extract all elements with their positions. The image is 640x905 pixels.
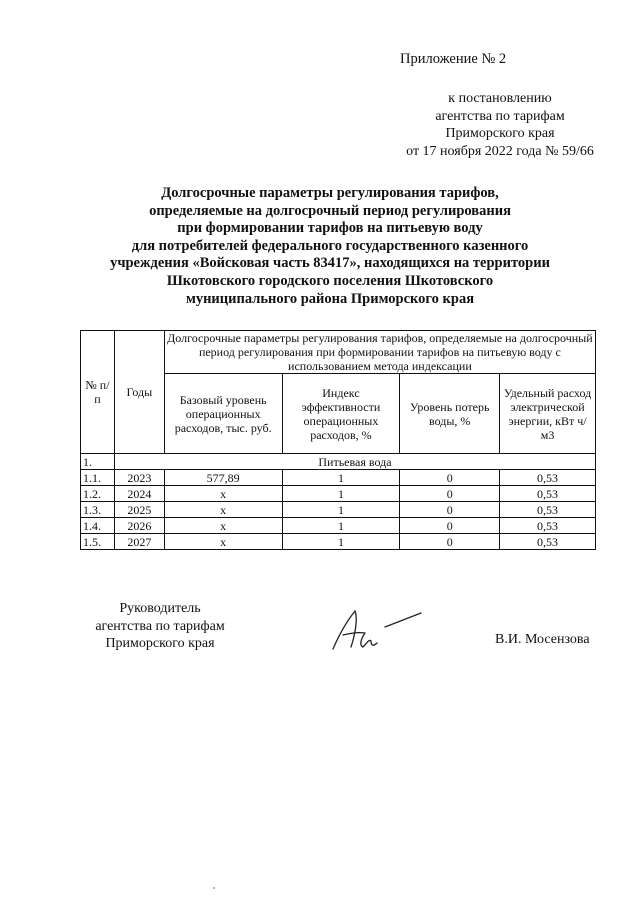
row-efficiency-index: 1 <box>282 486 400 502</box>
header-water-loss: Уровень потерь воды, % <box>400 374 500 454</box>
row-num: 1.4. <box>81 518 115 534</box>
section-label: Питьевая вода <box>114 454 595 470</box>
header-base-cost: Базовый уровень операционных расходов, тыс. руб. <box>164 374 282 454</box>
title-line: учреждения «Войсковая часть 83417», находящихся на территории <box>110 255 550 272</box>
row-efficiency-index: 1 <box>282 470 400 486</box>
row-water-loss: 0 <box>400 486 500 502</box>
header-num: № п/п <box>81 331 115 454</box>
signer-position-line: агентства по тарифам <box>95 618 225 634</box>
title-line: муниципального района Приморского края <box>185 290 475 307</box>
header-group: Долгосрочные параметры регулирования тарифов, определяемые на долгосрочный период регулирования при формировании тарифов на питьевую воду с использованием метода индексации <box>164 331 595 374</box>
row-water-loss: 0 <box>400 502 500 518</box>
document-title <box>70 185 590 308</box>
appendix-reference <box>380 90 620 160</box>
row-efficiency-index: 1 <box>282 534 400 550</box>
header-year: Годы <box>114 331 164 454</box>
header-efficiency-index: Индекс эффективности операционных расходов, % <box>282 374 400 454</box>
table-row <box>81 470 596 486</box>
row-efficiency-index: 1 <box>282 502 400 518</box>
appendix-line: от 17 ноября 2022 года № 59/66 <box>406 143 594 159</box>
row-water-loss: 0 <box>400 470 500 486</box>
appendix-number: Приложение № 2 <box>400 51 507 67</box>
signer-position <box>80 600 240 653</box>
title-line: определяемые на долгосрочный период регулирования <box>149 202 511 219</box>
row-year: 2026 <box>114 518 164 534</box>
row-base-cost: x <box>164 534 282 550</box>
row-energy-use: 0,53 <box>500 502 596 518</box>
row-base-cost: x <box>164 518 282 534</box>
section-num: 1. <box>81 454 115 470</box>
title-line: для потребителей федерального государственного казенного <box>131 237 529 254</box>
handwritten-signature <box>325 605 425 655</box>
signer-name: В.И. Мосензова <box>495 632 590 647</box>
row-energy-use: 0,53 <box>500 470 596 486</box>
appendix-line: Приморского края <box>445 126 555 141</box>
title-line: Долгосрочные параметры регулирования тарифов, <box>161 185 499 201</box>
row-num: 1.5. <box>81 534 115 550</box>
row-water-loss: 0 <box>400 534 500 550</box>
section-row <box>81 454 596 470</box>
row-energy-use: 0,53 <box>500 534 596 550</box>
row-year: 2024 <box>114 486 164 502</box>
title-line: при формировании тарифов на питьевую воду <box>177 220 483 237</box>
parameters-table <box>80 330 596 550</box>
row-water-loss: 0 <box>400 518 500 534</box>
table-row <box>81 518 596 534</box>
title-line: Шкотовского городского поселения Шкотовского <box>166 272 494 289</box>
table-row <box>81 502 596 518</box>
row-base-cost: 577,89 <box>164 470 282 486</box>
row-year: 2023 <box>114 470 164 486</box>
row-energy-use: 0,53 <box>500 518 596 534</box>
table-row <box>81 486 596 502</box>
row-base-cost: x <box>164 502 282 518</box>
appendix-line: к постановлению <box>448 91 552 106</box>
row-num: 1.3. <box>81 502 115 518</box>
row-num: 1.1. <box>81 470 115 486</box>
signer-position-line: Приморского края <box>105 636 215 651</box>
row-energy-use: 0,53 <box>500 486 596 502</box>
row-base-cost: x <box>164 486 282 502</box>
row-num: 1.2. <box>81 486 115 502</box>
row-year: 2025 <box>114 502 164 518</box>
row-efficiency-index: 1 <box>282 518 400 534</box>
row-year: 2027 <box>114 534 164 550</box>
header-energy-use: Удельный расход электрической энергии, кВт ч/м3 <box>500 374 596 454</box>
signer-position-line: Руководитель <box>119 601 201 616</box>
table-row <box>81 534 596 550</box>
appendix-line: агентства по тарифам <box>435 108 565 124</box>
scan-speck <box>213 887 215 889</box>
